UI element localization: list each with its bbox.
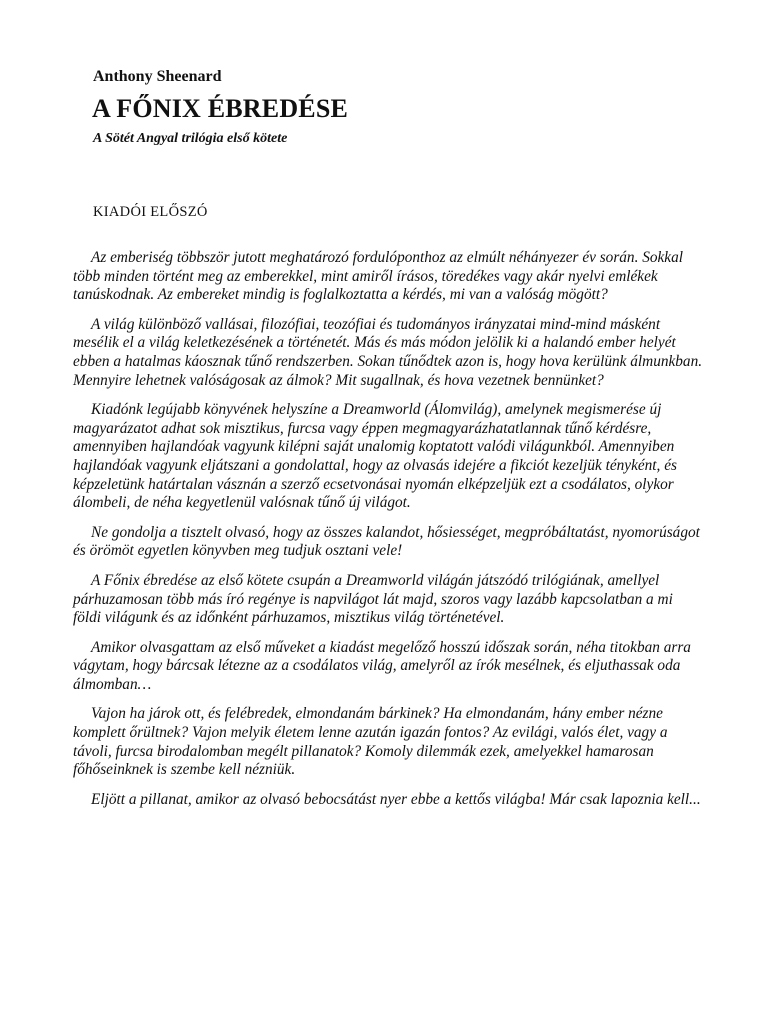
author-name: Anthony Sheenard [93,68,222,85]
section-heading: KIADÓI ELŐSZÓ [93,204,208,220]
paragraph: Ne gondolja a tisztelt olvasó, hogy az összes kalandot, hősiességet, megpróbáltatást, nyomorúságot és örömöt egyetlen könyvben meg tudjuk osztani vele! [73,523,700,560]
book-subtitle: A Sötét Angyal trilógia első kötete [93,131,288,146]
paragraph: A Főnix ébredése az első kötete csupán a Dreamworld világán játszódó trilógiának, amellyel párhuzamosan több más író regénye is napvilágot lát majd, szoros vagy lazább kapcsolatban a mi földi világunk és az időnként párhuzamos, misztikus világ történetével. [73,571,673,627]
paragraph: Kiadónk legújabb könyvének helyszíne a Dreamworld (Álomvilág), amelynek megismerése új magyarázatot adhat sok misztikus, furcsa vagy éppen megmagyarázhatatlannak tűnő kérdésre, amennyiben hajlandóak vagyunk kilépni saját unalomig koptatott valódi világunkból. Amennyiben hajlandóak vagyunk eljátszani a gondolattal, hogy az olvasás idejére a fikciót kezeljük tényként, és képzeletünk határtalan vásznán a szerző ecsetvonásai nyomán elképzeljük ezt a csodálatos, olykor álombeli, de néha kegyetlenül valósnak tűnő új világot. [73,401,677,512]
paragraph: Amikor olvasgattam az első műveket a kiadást megelőző hosszú időszak során, néha titokban arra vágytam, hogy bárcsak létezne az a csodálatos világ, amelyről az írók mesélnek, és eljuthassak oda álmomban… [73,638,691,693]
paragraph: Vajon ha járok ott, és felébredek, elmondanám bárkinek? Ha elmondanám, hány ember nézne komplett őrültnek? Vajon melyik életem lenne azután igazán fontos? Az evilági, valós élet, vagy a távoli, furcsa birodalomban megélt pillanatok? Komoly dilemmák ezek, amelyekkel hamarosan főhőseinknek is szembe kell nézniük. [73,705,668,779]
paragraph: Eljött a pillanat, amikor az olvasó bebocsátást nyer ebbe a kettős világba! Már csak lapoznia kell... [91,790,701,808]
paragraph: Az emberiség többször jutott meghatározó fordulóponthoz az elmúlt néhányezer év során. Sokkal több minden történt meg az emberekkel, mint amiről írásos, töredékes vagy akár nyelvi emlékek tanúskodnak. Az embereket mindig is foglalkoztatta a kérdés, mi van a valóság mögött? [73,249,683,304]
book-title: A FŐNIX ÉBREDÉSE [92,94,349,123]
paragraph: A világ különböző vallásai, filozófiai, teozófiai és tudományos irányzatai mind-mind másként mesélik el a világ keletkezésének a történetét. Más és más módon jelölik ki a halandó ember helyét ebben a hatalmas káosznak tűnő rendszerben. Sokan tűnődtek azon is, hogy hova kerülünk álmunkban. Mennyire lehetnek valóságosak az álmok? Mit sugallnak, és hova vezetnek bennünket? [73,315,703,389]
foreword-body [73,249,703,820]
